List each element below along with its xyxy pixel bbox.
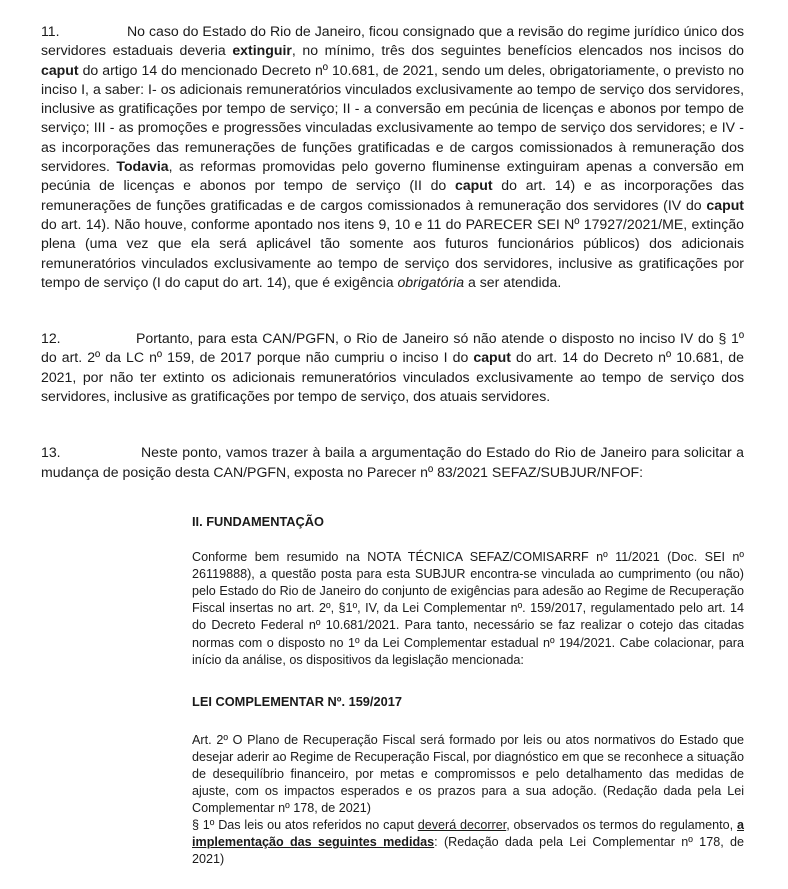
article-2: Art. 2º O Plano de Recuperação Fiscal será formado por leis ou atos normativos do Estado que desejar aderir ao Regime de Recuperação Fiscal, por diagnóstico em que se reconhece a situação de desequilíbrio financeiro, por metas e compromissos e pelo detalhamento das medidas de ajuste, com os impactos esperados e os prazos para a sua adoção. (Redação dada pela Lei Complementar nº 178, de 2021) (192, 732, 744, 816)
paragraph-13: 13. Neste ponto, vamos trazer à baila a argumentação do Estado do Rio de Janeiro para solicitar a mudança de posição desta CAN/PGFN, exposta no Parecer nº 83/2021 SEFAZ/SUBJUR/NFOF: (41, 444, 744, 480)
section-heading: II. FUNDAMENTAÇÃO (192, 513, 324, 529)
paragraph-number: 12. (41, 330, 61, 347)
paragraph-number: 11. (41, 23, 60, 39)
paragraph-1-clause: § 1º Das leis ou atos referidos no caput deverá decorrer, observados os termos do regulamento, a implementação das seguintes medidas: (Redação dada pela Lei Complementar nº 178, de 2021) (192, 818, 745, 867)
block-quote (192, 513, 744, 869)
paragraph-11: 11. No caso do Estado do Rio de Janeiro, ficou consignado que a revisão do regime jurídico único dos servidores estaduais deveria extinguir, no mínimo, três dos seguintes benefícios elencados nos incisos do caput do artigo 14 do mencionado Decreto nº 10.681, de 2021, sendo um deles, obrigatoriamente, o previsto no inciso I, a saber: I- os adicionais remuneratórios vinculados exclusivamente ao tempo de serviço dos servidores, inclusive as gratificações por tempo de serviço; II - a conversão em pecúnia de licenças e abonos por tempo de serviço; III - as promoções e progressões vinculadas exclusivamente ao tempo de serviço dos servidores; e IV - as incorporações das remunerações de funções gratificadas e de cargos comissionados à remuneração dos servidores. Todavia, as reformas promovidas pelo governo fluminense extinguiram apenas a conversão em pecúnia de licenças e abonos por tempo de serviço (II do caput do art. 14) e as incorporações das remunerações de funções gratificadas e de cargos comissionados à remuneração dos servidores (IV do caput do art. 14). Não houve, conforme apontado nos itens 9, 10 e 11 do PARECER SEI Nº 17927/2021/ME, extinção plena (uma vez que ela será aplicável tão somente aos futuros funcionários públicos) dos adicionais remuneratórios vinculados exclusivamente ao tempo de serviço dos servidores, inclusive as gratificações por tempo de serviço (I do caput do art. 14), que é exigência obrigatória a ser atendida. (41, 23, 745, 290)
paragraph-12: 12. Portanto, para esta CAN/PGFN, o Rio de Janeiro só não atende o disposto no inciso IV do § 1º do art. 2º da LC nº 159, de 2017 porque não cumpriu o inciso I do caput do art. 14 do Decreto nº 10.681, de 2021, por não ter extinto os adicionais remuneratórios vinculados exclusivamente ao tempo de serviço dos servidores, inclusive as gratificações por tempo de serviço, dos atuais servidores. (41, 330, 744, 405)
paragraph-number: 13. (41, 444, 61, 461)
quote-paragraph: Conforme bem resumido na NOTA TÉCNICA SEFAZ/COMISARRF nº 11/2021 (Doc. SEI nº 26119888), a questão posta para esta SUBJUR encontra-se vinculada ao cumprimento (ou não) pelo Estado do Rio de Janeiro do conjunto de exigências para adesão ao Regime de Recuperação Fiscal insertas no art. 2º, §1º, IV, da Lei Complementar nº. 159/2017, regulamentado pelo art. 14 do Decreto Federal nº 10.681/2021. Para tanto, necessário se faz realizar o cotejo das citadas normas com o disposto no 1º da Lei Complementar estadual nº 194/2021. Cabe colacionar, para início da análise, os dispositivos da legislação mencionada: (192, 550, 744, 667)
law-title: LEI COMPLEMENTAR Nº. 159/2017 (192, 693, 402, 709)
